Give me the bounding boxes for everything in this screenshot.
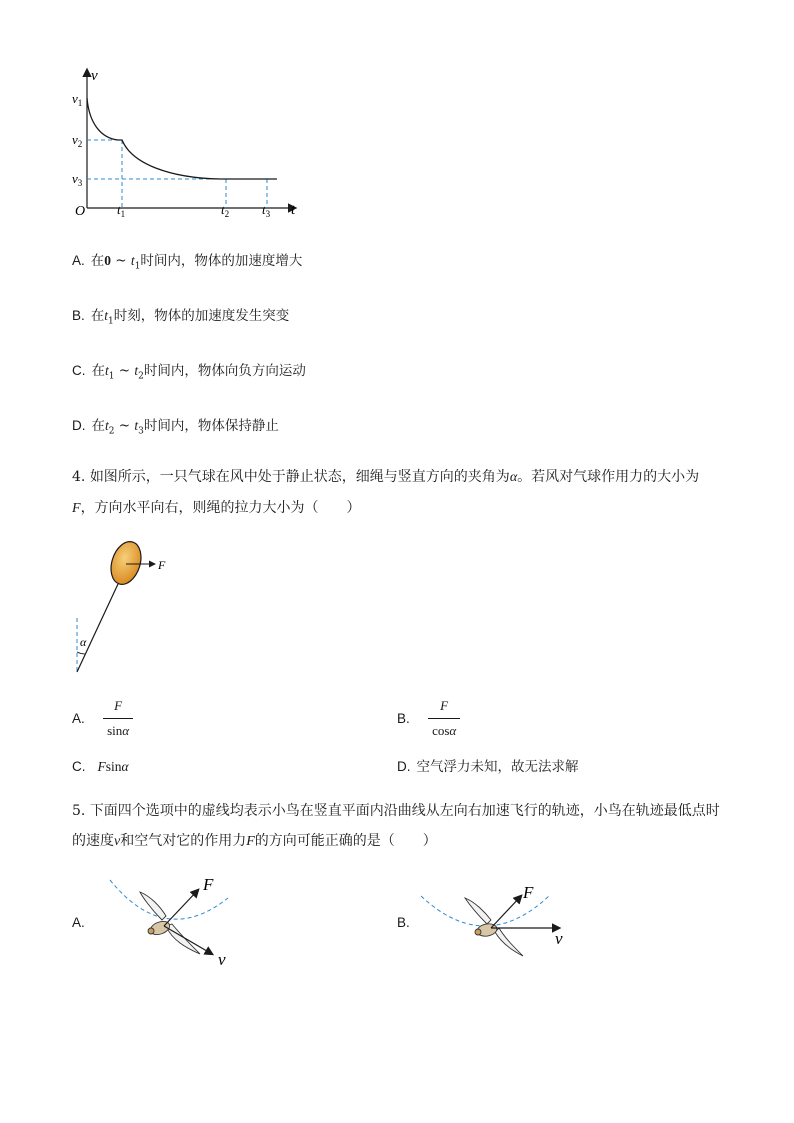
tilde: ~ — [114, 363, 135, 379]
angle-arc — [77, 652, 85, 654]
v3-label: $v_3$ — [72, 171, 83, 188]
balloon — [106, 538, 146, 588]
velocity-curve — [87, 98, 277, 179]
stem-text: 和空气对它的作用力 — [120, 833, 247, 849]
math-sub: 1 — [108, 316, 114, 327]
q4-stem — [72, 462, 732, 524]
stem-text: 如图所示，一只气球在风中处于静止状态，细绳与竖直方向的夹角为 — [89, 469, 510, 485]
rope — [77, 584, 118, 672]
force-label: F — [203, 875, 214, 894]
option-letter: B. — [397, 915, 410, 930]
math-sub: 1 — [134, 261, 141, 272]
option-text: 在 — [90, 308, 105, 324]
option-letter: D. — [397, 759, 411, 774]
q5-stem — [72, 796, 732, 857]
t2-label: $t_2$ — [221, 202, 230, 219]
stem-text: 的速度 — [72, 833, 114, 849]
option-text: 空气浮力未知，故无法求解 — [416, 759, 579, 775]
math-t: t — [104, 308, 109, 323]
math-alpha: α — [121, 759, 129, 774]
stem-text: 的方向可能正确的是（ ） — [254, 833, 437, 849]
option-letter: D. — [72, 418, 86, 433]
q5-line-1 — [72, 796, 732, 826]
vt-graph — [60, 60, 320, 225]
option-letter: A. — [72, 710, 85, 726]
q4-option-b[interactable] — [397, 696, 460, 741]
q5-option-b-letter[interactable] — [397, 914, 416, 932]
axis-v-label: v — [91, 68, 98, 84]
velocity-label: v — [555, 929, 563, 948]
option-letter: C. — [72, 759, 86, 774]
option-letter: A. — [72, 253, 85, 268]
q4-option-a[interactable] — [72, 696, 133, 741]
numerator: F — [428, 696, 460, 719]
math-alpha: α — [509, 470, 518, 485]
v1-label: $v_1$ — [72, 91, 83, 108]
math-sub: 3 — [138, 426, 144, 437]
option-letter: B. — [397, 710, 410, 726]
option-text: 在 — [91, 363, 105, 379]
math-t: t — [105, 418, 109, 433]
denominator — [428, 719, 460, 741]
stem-text: 下面四个选项中的虚线均表示小鸟在竖直平面内沿曲线从左向右加速飞行的轨迹，小鸟在轨迹最低点时 — [89, 803, 720, 819]
math-sub: 1 — [108, 371, 115, 382]
fraction — [103, 696, 133, 741]
q4-option-c[interactable] — [72, 758, 129, 776]
option-text: 在 — [91, 418, 105, 434]
fn-name: cos — [432, 723, 450, 738]
option-text: 时间内，物体向负方向运动 — [143, 363, 306, 379]
v2-label: $v_2$ — [72, 132, 83, 149]
velocity-arrow — [164, 926, 212, 954]
q3-option-b[interactable] — [72, 307, 289, 331]
math-t: t — [105, 363, 109, 378]
question-number: 5. — [72, 803, 86, 819]
q3-option-a[interactable] — [72, 252, 302, 276]
q4-line-1 — [72, 462, 732, 493]
bird-icon — [465, 898, 523, 956]
t1-label: $t_1$ — [117, 202, 126, 219]
stem-text: ，方向水平向右，则绳的拉力大小为（ ） — [80, 500, 361, 516]
q5-option-a-letter[interactable] — [72, 914, 91, 932]
force-label: F — [523, 883, 534, 902]
q5-line-2 — [72, 826, 732, 857]
q5-option-b-figure[interactable] — [415, 876, 575, 961]
q5-option-a-figure[interactable] — [100, 868, 240, 968]
math-sub: 2 — [138, 371, 144, 382]
q4-option-d[interactable] — [397, 758, 579, 776]
math-F: F — [97, 759, 106, 774]
math-alpha: α — [449, 723, 457, 738]
velocity-label: v — [218, 950, 226, 968]
option-text: 时刻，物体的加速度发生突变 — [113, 308, 290, 324]
math-F: F — [246, 834, 255, 849]
fn-name: sin — [107, 723, 123, 738]
fn-name: sin — [105, 759, 122, 774]
angle-label: α — [80, 635, 87, 649]
t3-label: $t_3$ — [262, 202, 271, 219]
option-letter: B. — [72, 308, 85, 323]
q3-option-c[interactable] — [72, 362, 306, 386]
math-v: v — [114, 834, 121, 849]
option-letter: A. — [72, 915, 85, 930]
question-number: 4. — [72, 469, 86, 485]
q4-line-2 — [72, 493, 732, 524]
math-t: t — [134, 363, 139, 378]
math-zero: 0 — [104, 253, 112, 268]
math-t: t — [130, 253, 135, 268]
option-text: 时间内，物体保持静止 — [143, 418, 279, 434]
option-text: 时间内，物体的加速度增大 — [140, 253, 303, 269]
balloon-figure — [68, 536, 188, 681]
option-text: 在 — [90, 253, 105, 269]
math-t: t — [134, 418, 139, 433]
bird-icon — [140, 892, 200, 954]
option-letter: C. — [72, 363, 86, 378]
axis-t-label: t — [291, 202, 296, 218]
q3-option-d[interactable] — [72, 417, 279, 441]
math-alpha: α — [122, 723, 130, 738]
force-arrow — [164, 890, 198, 926]
force-label: F — [158, 558, 166, 572]
numerator: F — [103, 696, 133, 719]
tilde: ~ — [114, 418, 135, 434]
fraction — [428, 696, 460, 741]
origin-label: O — [75, 204, 86, 219]
stem-text: 。若风对气球作用力的大小为 — [517, 469, 700, 485]
math-F: F — [72, 501, 81, 516]
math-sub: 2 — [108, 426, 115, 437]
denominator — [103, 719, 133, 741]
tilde: ~ — [111, 253, 131, 269]
